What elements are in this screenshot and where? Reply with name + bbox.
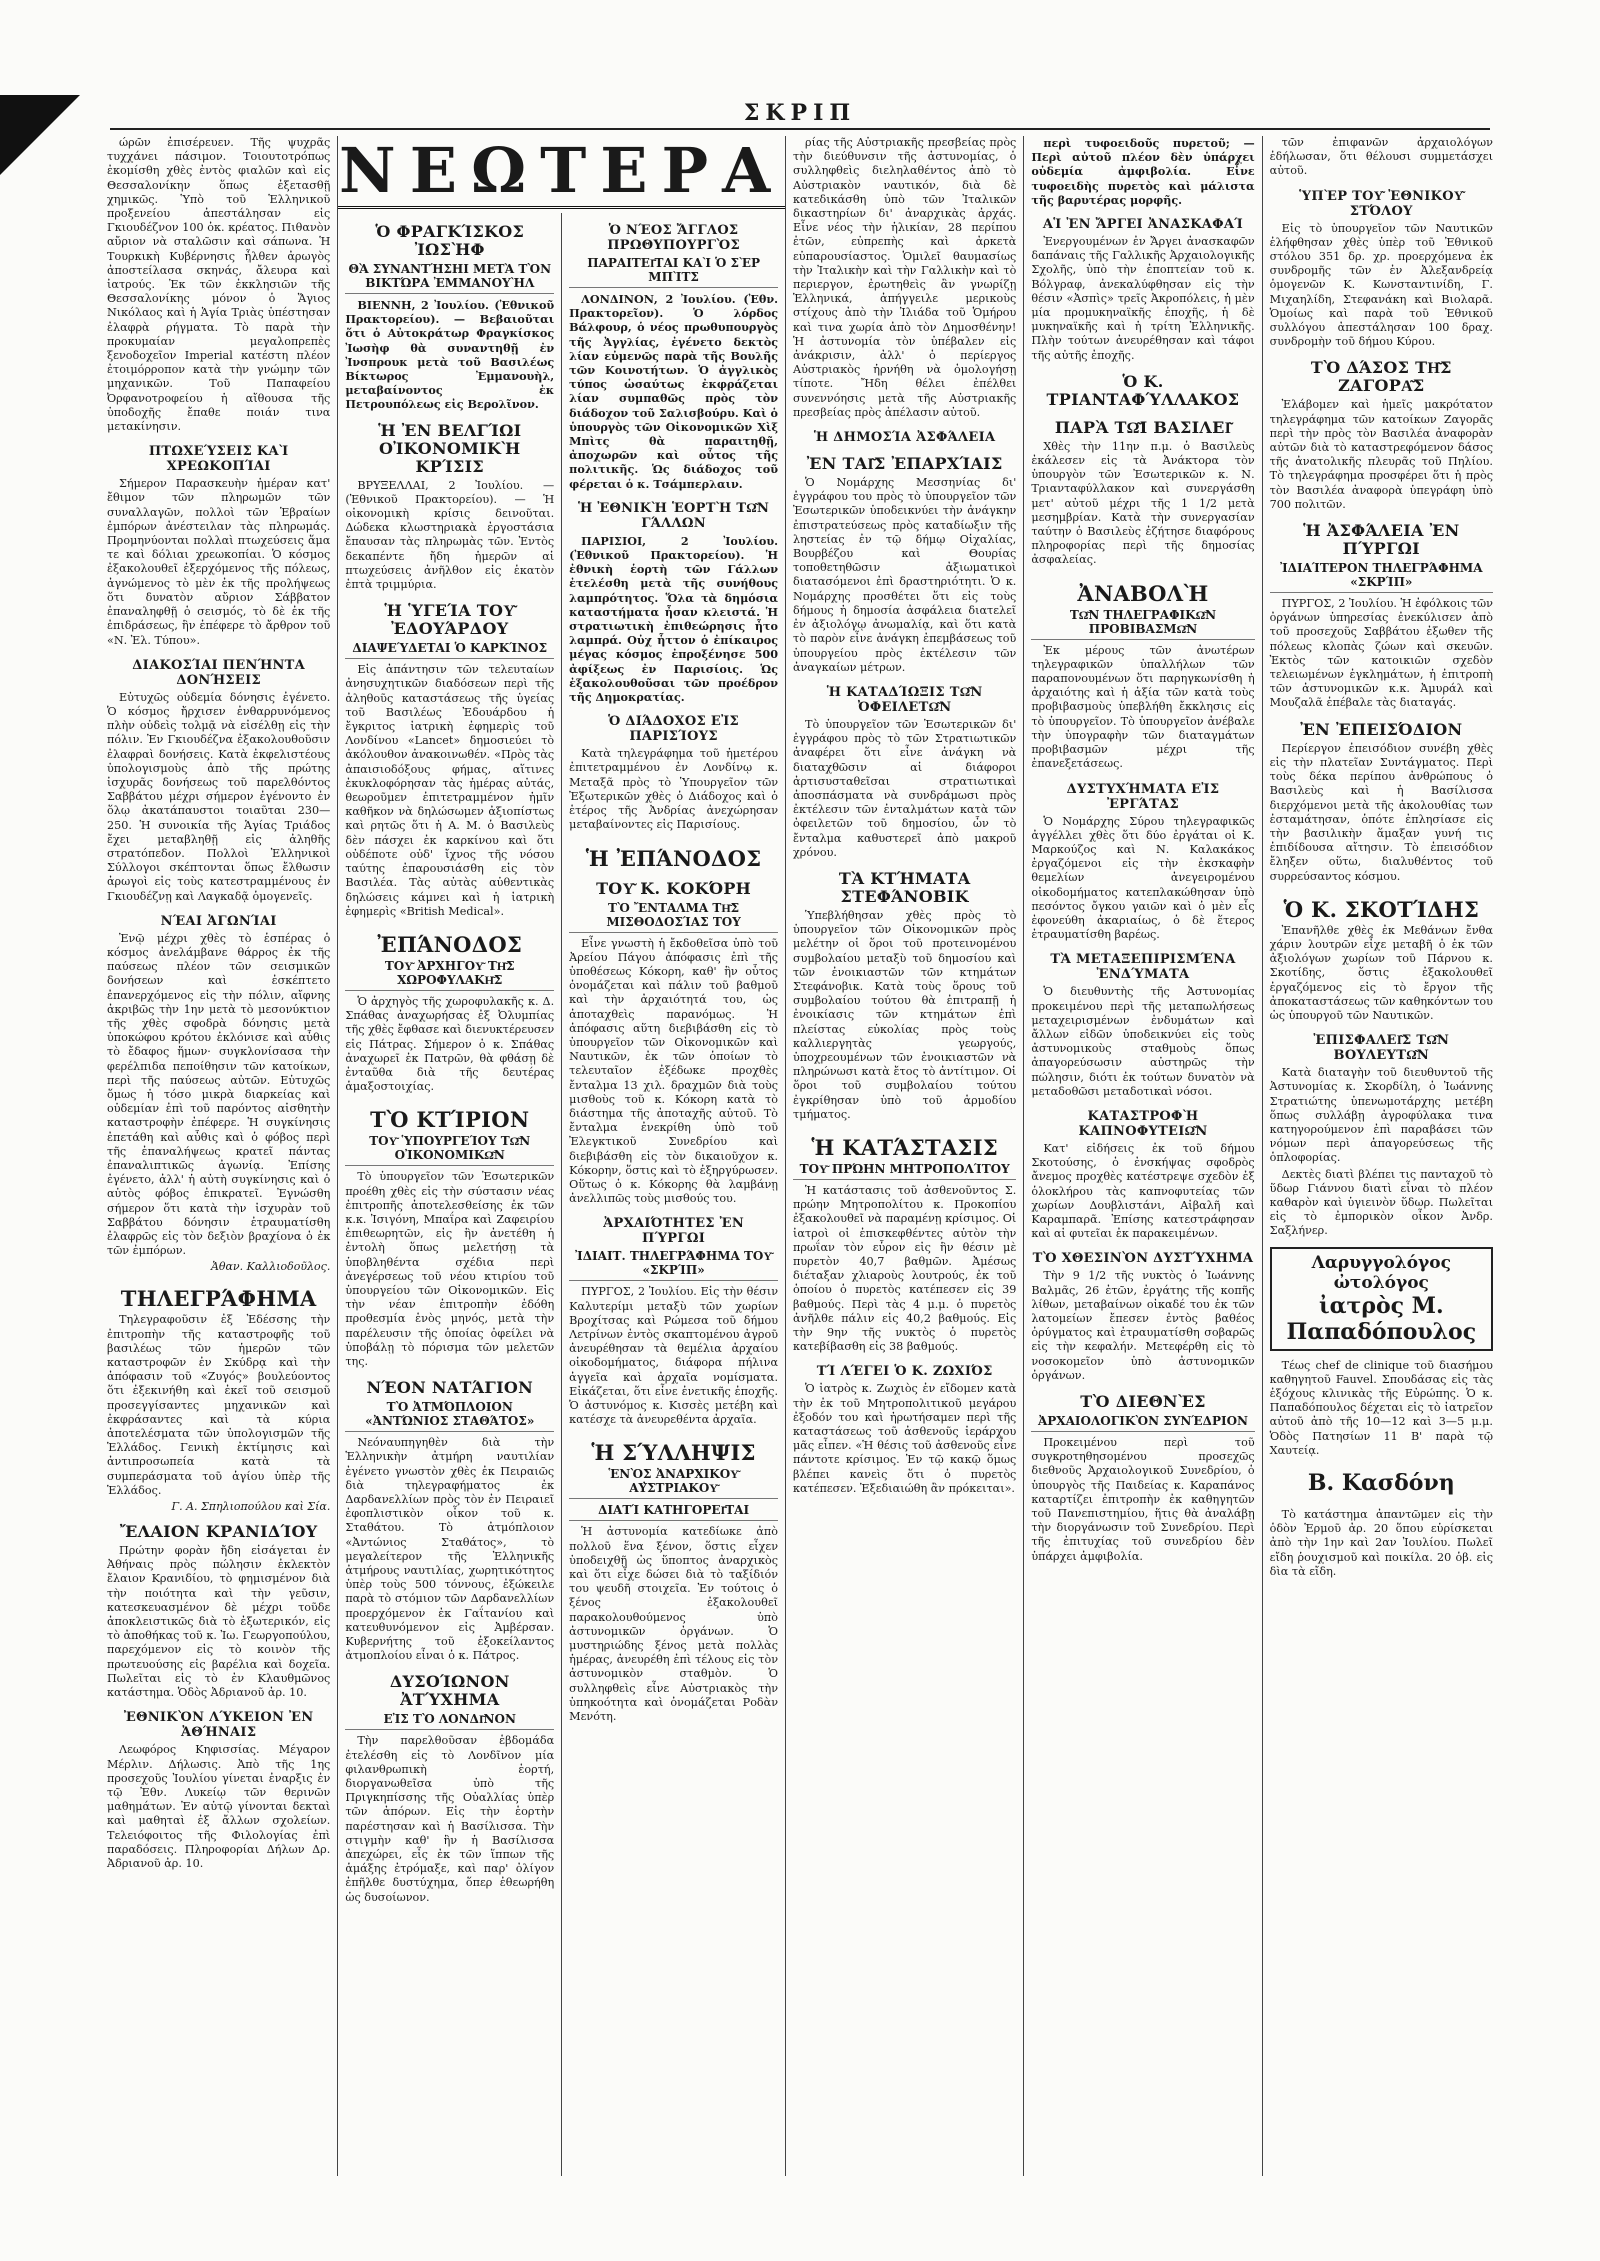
article-title: ΔΙΑΚΟΣΊΑΙ ΠΕΝΉΝΤΑ ΔΟΝΉΣΕΙΣ — [132, 657, 306, 688]
article-title: ἈΝΑΒΟΛῊ — [1077, 580, 1209, 606]
article-title: ΝΈΟΝ ΝΑΤΆΓΙΟΝ — [366, 1378, 534, 1398]
advert-name: ἰατρὸς Μ. Παπαδόπουλος — [1286, 1292, 1477, 1345]
advert-text: Δεκτὲς διατὶ βλέπει τις πανταχοῦ τὸ ὕδωρ Γιάννου διατὶ εἶναι τὸ πλέον καθαρὸν καὶ ὑγιεινὸν ὕδωρ. Πωλεῖται εἰς τὸ ἐμπορικὸν οἶκον Ἀνδρ. Σαξλήνερ. — [1269, 1167, 1493, 1238]
article-subtitle: ΔΙΑΨΕΎΔΕΤΑΙ Ὁ ΚΑΡΚΊΝΟΣ — [345, 641, 554, 659]
article-subtitle: ΤΟΥ͂ ὙΠΟΥΡΓΕΊΟΥ ΤΩ͂Ν ΟἸΚΟΝΟΜΙΚΩ͂Ν — [345, 1134, 554, 1166]
article-text: τῶν ἐπιφανῶν ἀρχαιολόγων ἐδήλωσαν, ὅτι θέλουσι συμμετάσχει αὐτοῦ. — [1269, 136, 1493, 178]
article-text: Ὁ ἰατρὸς κ. Ζωχιὸς ἐν εἴδομεν κατὰ τὴν ἐκ τοῦ Μητροπολιτικοῦ μεγάρου ἐξοδόν του καὶ ἠρωτήσαμεν περὶ τῆς καταστάσεως τοῦ ἀσθενοῦς ἱεράρχου μᾶς εἶπεν. «Ἡ θέσις τοῦ ἀσθενοῦς εἶνε πάντοτε κρίσιμος. Ἐν τῷ κακῷ ὅμως βλέπει κανεὶς ὅτι ὁ πυρετὸς κατέπεσεν. Ἐξεδιαιώθη ἂν πρόκειται». — [793, 1382, 1017, 1495]
header-rule — [110, 128, 1490, 130]
article-text: Ἡ κατάστασις τοῦ ἀσθενοῦντος Σ. πρώην Μητροπολίτου κ. Προκοπίου ἐξακολουθεῖ νὰ παραμένῃ κρίσιμος. Οἱ ἰατροὶ οἱ ἐπισκεφθέντες αὐτὸν τὴν πρωΐαν τὸν εὗρον εἰς ἣν θέσιν μὲ πυρετὸν 40,7 βαθμῶν. Ἀμέσως διέταξαν χλιαροὺς λουτρούς, ἐκ τοῦ ὁποίου ὁ πυρετὸς κατέπεσεν εἰς 39 βαθμούς. Περὶ τὰς 4 μ.μ. ὁ πυρετὸς ἀνῆλθε πάλιν εἰς 40,2 βαθμούς. Εἰς τὴν 9ην τῆς νυκτὸς ὁ πυρετὸς κατεβίβασθη εἰς 38 βαθμούς. — [793, 1183, 1017, 1354]
article-text: Ὁ Νομάρχης Σύρου τηλεγραφικῶς ἀγγέλλει χθὲς ὅτι δύο ἐργάται οἱ Κ. Μαρκούζος καὶ Ν. Καλακάκος ἐργαζόμενοι εἰς τὴν ἐκσκαφὴν θεμελίων ἀνεγειρομένου οἰκοδομήματος κατεπλακώθησαν ὑπὸ πεσόντος ὄγκου γαιῶν καὶ ὁ μὲν εἷς ἐφονεύθη ἀκαριαίως, ὁ δὲ ἕτερος ἐτραυματίσθη βαρέως. — [1031, 814, 1255, 942]
article-text: Ὁ ἀρχηγὸς τῆς χωροφυλακῆς κ. Δ. Σπάθας ἀναχωρήσας ἐξ Ὀλυμπίας τῆς χθὲς ἔφθασε καὶ διενυκτέρευσεν εἰς Πάτρας. Σήμερον ὁ κ. Σπάθας ἀναχωρεῖ ἐκ Πατρῶν, θὰ φθάσῃ δὲ ἐνταῦθα διὰ τῆς δευτέρας ἁμαξοστοιχίας. — [345, 994, 555, 1094]
article-subtitle: ΘᾺ ΣΥΝΑΝΤΉΣΗΙ ΜΕΤᾺ ΤῸΝ ΒΙΚΤΏΡΑ ἘΜΜΑΝΟΥῊΛ — [345, 262, 554, 294]
article-subtitle: ΕἸΣ ΤῸ ΛΟΝΔΙ͂ΝΟΝ — [345, 1712, 554, 1730]
article-title: Ὁ Κ. ΣΚΟΤΊΔΗΣ — [1283, 896, 1480, 922]
advert-name: Β. Κασδόνη — [1307, 1470, 1455, 1496]
article-text: Χθὲς τὴν 11ην π.μ. ὁ Βασιλεὺς ἐκάλεσεν εἰς τὰ Ἀνάκτορα τὸν ὑπουργὸν τῶν Ἐσωτερικῶν κ. Ν. Τριανταφύλλακον καὶ συνεργάσθη μετ' αὐτοῦ μέχρι τῆς 1 1/2 μετὰ μεσημβρίαν. Κατὰ τὴν συνεργασίαν ταύτην ὁ Βασιλεὺς ἐζήτησε διαφόρους πληροφορίας περὶ τῆς δημοσίας ἀσφαλείας. — [1031, 439, 1255, 567]
article-text: Εἰς ἀπάντησιν τῶν τελευταίων ἀνησυχητικῶν διαδόσεων περὶ τῆς ἀληθοῦς καταστάσεως τῆς ὑγείας τοῦ Βασιλέως Ἐδουάρδου ἡ ἔγκριτος ἰατρικὴ ἐφημερὶς τοῦ Λονδίνου «Lancet» δημοσιεύει τὸ ἀκόλουθον ἀνακοινωθέν. «Πρὸς τὰς ἀπαισιοδόξους φήμας, αἵτινες ἐκυκλοφόρησαν τὰς ἡμέρας αὐτάς, θεωροῦμεν ἐπιτετραμμένον ἡμῖν καθῆκον νὰ δηλώσωμεν ἀξιοπίστως καὶ ρητῶς ὅτι ἡ Α. Μ. ὁ Βασιλεὺς δὲν πάσχει ἐκ καρκίνου καὶ ὅτι οὐδέποτε οὐδ' ἴχνος τῆς νόσου ταύτης ἐπαρουσιάσθη εἰς τὸν Βασιλέα. Τὰς αὐτὰς αὐθεντικὰς δηλώσεις κάμνει καὶ ἡ ἰατρικὴ ἐφημερὶς «British Medical». — [345, 663, 555, 918]
article-text: Ἐνῷ μέχρι χθὲς τὸ ἑσπέρας ὁ κόσμος ἀνελάμβανε θάρρος ἐκ τῆς παύσεως πλέον τῶν σεισμικῶν δονήσεων καὶ ἐσκέπτετο ἐπανερχόμενος εἰς τὴν πόλιν, αἴφνης ἀκριβῶς τὴν 1ην μετὰ τὸ μεσονύκτιον τῆς χθὲς σφοδρὰ δόνησις μετὰ ὑποκώφου κρότου ἐκλόνισε καὶ αὖθις τὸ ἔδαφος ἥμων· συγκλονίσασα τὴν φερέλπιδα πεποίθησιν τῶν κατοίκων, περὶ τῆς παύσεως αὐτῶν. Εὐτυχῶς ὅμως ἡ τόσο μικρὰ διαρκείας καὶ οὐδεμίαν ἐπὶ τοῦ παρόντος αἰσθητὴν καταστροφὴν ἐπέφερε. Ἡ συγκίνησις ἐπετάθη καὶ αὖθις καὶ ὁ φόβος περὶ τῆς ἐπαναλήψεως κρατεῖ πάντας ἐπαναλιπτικῶς ἀγωνίᾳ. Ἐπίσης ἐγένετο, ἀλλ' ἡ αὐτὴ συγκίνησις καὶ ὁ αὐτὸς φόβος ἐπικρατεῖ. Ἐγνώσθη σήμερον ὅτι κατὰ τὴν ἰσχυρὰν τοῦ Σαββάτου δόνησιν ἐτραυματίσθη ἐλαφρῶς εἰς τὸν δεξιὸν βραχίονα ὁ ἐκ τῶν ἐμπόρων. — [107, 931, 331, 1258]
column-2 — [338, 213, 562, 2176]
article-title: ἘΝ ἘΠΕΙΣΌΔΙΟΝ — [1300, 719, 1463, 739]
article-title: Ἡ ἈΣΦΆΛΕΙΑ ἘΝ ΠΎΡΓΩΙ — [1303, 521, 1460, 559]
article-text: ΛΟΝΔΙΝΟΝ, 2 Ἰουλίου. (Ἐθν. Πρακτορεῖον). Ὁ λόρδος Βάλφουρ, ὁ νέος πρωθυπουργὸς τῆς Ἀγγλίας, ἐγένετο δεκτὸς λίαν εὐμενῶς παρὰ τῆς Βουλῆς τῶν Κοινοτήτων. Ὁ ἀγγλικὸς τύπος ὡσαύτως ἐκφράζεται λίαν συμπαθῶς πρὸς τὸν διάδοχον τοῦ Σαλισβούρυ. Καὶ ὁ ὑπουργὸς τῶν Οἰκονομικῶν Χὶξ Μπὶτς θὰ παραιτηθῇ, ἀποχωρῶν καὶ οὗτος τῆς πολιτικῆς. Ὡς διάδοχος τοῦ φέρεται ὁ κ. Τσάμπερλαιν. — [569, 292, 779, 491]
article-title: ἜΛΑΙΟΝ ΚΡΑΝΙΔΊΟΥ — [119, 1522, 318, 1542]
article-title: ΤΟΥ͂ Κ. ΚΟΚΌΡΗ — [596, 878, 752, 898]
article-text: Ἐπανῆλθε χθὲς ἐκ Μεθάνων ἔνθα χάριν λουτρῶν εἶχε μεταβῆ ὁ ἐκ τῶν ἀξιολόγων χωρίων τοῦ Πάρνου κ. Σκοτίδης, ὅστις ἐξακολουθεῖ ἐργαζόμενος εἰς τὸ ἔργον τῆς ἀποκαταστάσεως τῶν καθηκόντων του ὡς ὑπουργοῦ τῶν Ναυτικῶν. — [1269, 923, 1493, 1022]
article-title: ἘΝ ΤΑΙ͂Σ ἘΠΑΡΧΊΑΙΣ — [806, 454, 1003, 474]
column-5 — [1024, 136, 1262, 2176]
columns — [100, 136, 1500, 2176]
news-columns — [338, 213, 785, 2176]
article-text: Τηλεγραφοῦσιν ἐξ Ἐδέσσης τὴν ἐπιτροπὴν τῆς καταστροφῆς τοῦ βασιλέως τῶν ἡμερῶν τῶν καταστροφῶν ἐν Σκύδρᾳ καὶ τὴν ἀπόφασιν τοῦ «Ζυγός» βουλεύοντος ὅτι ἐξεκινήθη καὶ ἐκεῖ τοῦ σεισμοῦ προσεγγίσαντες μηχανικῶν καὶ ἐκφράσαντες καὶ τὰ κύρια ἀποτελέσματα τῶν ὑπολογισμῶν τῆς Ἑλλάδος. Γενικὴ ἐκτίμησις καὶ ἀντιπροσωπεία κατὰ τὰ συμπεράσματα τοῦ ἁγίου ὑπὲρ τῆς Ἑλλάδος. — [107, 1313, 331, 1497]
article-title: ΠΤΩΧΕΎΣΕΙΣ ΚΑῚ ΧΡΕΩΚΟΠΊΑΙ — [148, 444, 289, 475]
article-text: Ὁ διευθυντὴς τῆς Ἀστυνομίας προκειμένου περὶ τῆς μεταπωλήσεως μεταχειρισμένων ἐνδυμάτων καὶ ἄλλων εἰδῶν ὑποδεικνύει εἰς τοὺς ἀστυνομικοὺς σταθμοὺς ὅπως ἀπαγορεύσωσιν αὐστηρῶς τὴν πώλησιν, διότι ἐκ τούτων δυνατὸν νὰ μεταδοθῶσι μεταδοτικαὶ νόσοι. — [1031, 985, 1255, 1098]
article-subtitle: ΤΩ͂Ν ΤΗΛΕΓΡΑΦΙΚΩ͂Ν ΠΡΟΒΙΒΑΣΜΩ͂Ν — [1031, 608, 1254, 640]
article-text: Σήμερον Παρασκευὴν ἡμέραν κατ' ἔθιμον τῶν πληρωμῶν τῶν συναλλαγῶν, πολλοὶ τῶν Ἑβραίων ἐμπόρων ἀνέστειλαν τὰς πληρωμάς. Προμηνύονται πολλαὶ πτωχεύσεις ἅμα τε καὶ δόλιαι χρεωκοπίαι. Ὁ κόσμος ἐξακολουθεῖ ἐξερχόμενος τῆς πόλεως, ἀγνώμενος τὸ μὲν ἐκ τῆς προλήψεως ὅτι δυνατὸν αὔριον Σάββατον ἐπαναληφθῇ ὁ σεισμός, τὸ δὲ ἐκ τῆς ἐπιδράσεως, ἣν ἐπέφερε τὸ ἄρθρον τοῦ «Ν. Ἐλ. Τύπου». — [107, 477, 331, 647]
article-title: ΤΊ ΛΈΓΕΙ Ὁ Κ. ΖΩΧΙΌΣ — [816, 1364, 993, 1380]
article-text: Ὑπεβλήθησαν χθὲς πρὸς τὸ ὑπουργεῖον τῶν Οἰκονομικῶν πρὸς μελέτην οἱ ὅροι τοῦ προτεινομένου συμβολαίου μεταξὺ τοῦ δημοσίου καὶ τῶν ἐνοικιαστῶν τῶν κτημάτων Στεφάνοβικ. Κατὰ τοὺς ὅρους τοῦ συμβολαίου τούτου θὰ ἐπιτραπῇ ἡ ἐνοικίασις τῶν κτημάτων ἐπὶ πλείστας εὐκολίας πρὸς τοὺς καλλιεργητὰς γεωργούς, ὑποχρεουμένων τῶν ἐνοικιαστῶν νὰ πληρώνωσι κατὰ ἔτος τὸ ἀντίτιμον. Οἱ ὅροι τοῦ συμβολαίου τούτου ἐγκρίθησαν ὑπὸ τοῦ ἁρμοδίου τμήματος. — [793, 908, 1017, 1121]
article-text: ΠΑΡΙΣΙΟΙ, 2 Ἰουλίου. (Ἐθνικοῦ Πρακτορείου). Ἡ ἐθνικὴ ἑορτὴ τῶν Γάλλων ἐτελέσθη μετὰ τῆς συνήθους λαμπρότητος. Ὅλα τὰ δημόσια καταστήματα ἦσαν κλειστά. Ἡ στρατιωτικὴ ἐπιθεώρησις ἦτο λαμπρά. Οὐχ ἧττον ὁ ἐπίκαιρος μέγας κόσμος ἐπροξένησε 500 ἀφίξεως ἐν Παρισίοις. Ὡς ἐξακολουθοῦσαι τῶν προέδρον τῆς Δημοκρατίας. — [569, 533, 779, 705]
article-text: Ἐνεργουμένων ἐν Ἄργει ἀνασκαφῶν δαπάναις τῆς Γαλλικῆς Ἀρχαιολογικῆς Σχολῆς, ὑπὸ τὴν ἐποπτείαν τοῦ κ. Βόλγραφ, ἀνεκαλύφθησαν εἰς τὴν θέσιν «Ἀσπὶς» τρεῖς Ἀκροπόλεις, ἡ μὲν μία προμυκηναϊκῆς ἐποχῆς, ἡ δὲ μυκηναϊκῆς καὶ ἡ τρίτη Ἑλληνικῆς. Πλὴν τούτων ἀνευρέθησαν καὶ τάφοι τῆς αὐτῆς ἐποχῆς. — [1031, 235, 1255, 362]
article-title: ΚΑΤΑΣΤΡΟΦῊ ΚΑΠΝΟΦΥΤΕΙΩ͂Ν — [1078, 1108, 1208, 1139]
article-title: ΤῸ ΧΘΕΣΙΝῸΝ ΔΥΣΤΎΧΗΜΑ — [1032, 1251, 1254, 1267]
article-title: Ὁ ΝΈΟΣ ἌΓΓΛΟΣ ΠΡΩΘΥΠΟΥΡΓῸΣ — [607, 223, 740, 253]
article-title: Ἡ ΚΑΤΆΣΤΑΣΙΣ — [811, 1134, 998, 1160]
page-header — [0, 100, 1600, 126]
article-subtitle: ΠΑΡΑΙΤΕΙ͂ΤΑΙ ΚΑῚ Ὁ ΣῈΡ ΜΠῚΤΣ — [569, 256, 778, 288]
article-title: Ἡ ἘΘΝΙΚῊ ἙΟΡΤῊ ΤΩ͂Ν ΓΆΛΛΩΝ — [577, 500, 770, 531]
advert-text: Τέως chef de clinique τοῦ διασήμου καθηγητοῦ Fauvel. Σπουδάσας εἰς τὰς ἐξόχους κλινικὰς τῆς Εὐρώπης. Ὁ κ. Παπαδόπουλος δέχεται εἰς τὸ ἰατρεῖον αὐτοῦ ἀπὸ τῆς 10—12 καὶ 3—5 μ.μ. Ὁδὸς Πατησίων 11 Β' παρὰ τῷ Χαυτείᾳ. — [1269, 1358, 1493, 1457]
article-text: Κατὰ διαταγὴν τοῦ διευθυντοῦ τῆς Ἀστυνομίας κ. Σκορδίλη, ὁ Ἰωάννης Στρατιώτης ὑπενωμοτάρχης μετέβη ὅπως συλλάβῃ ἀγροφύλακα τινα κατηγορούμενον ἐπὶ παραβάσει τῶν νόμων περὶ ἀπαγορεύσεως τῆς ὁπλοφορίας. — [1269, 1066, 1493, 1165]
article-text: Πρώτην φορὰν ἤδη εἰσάγεται ἐν Ἀθήναις πρὸς πώλησιν ἐκλεκτὸν ἔλαιον Κρανιδίου, τὸ φημισμένον διὰ τὴν ποιότητα καὶ τὴν γεῦσιν, κατεσκευασμένον δὲ μέχρι τοῦδε ἀποκλειστικῶς διὰ τὸ ἐξωτερικόν, εἰς τὸ ἀποθήκας τοῦ κ. Ἰω. Γεωργοπούλου, παρεχόμενον εἰς τὸ κοινὸν τῆς πρωτευούσης εἰς βαρέλια καὶ δοχεῖα. Πωλεῖται εἰς τὸ ἐν Κλαυθμῶνος κατάστημα. Ὁδὸς Ἀδριανοῦ ἀρ. 10. — [107, 1544, 331, 1700]
article-title: Ἡ ἘΠΆΝΟΔΟΣ — [585, 845, 762, 871]
article-subtitle: ΤΟΥ͂ ἈΡΧΗΓΟΥ͂ ΤΗ͂Σ ΧΩΡΟΦΥΛΑΚΗ͂Σ — [345, 959, 554, 991]
article-text: ρίας τῆς Αὐστριακῆς πρεσβείας πρὸς τὴν διεύθυνσιν τῆς ἀστυνομίας, ὁ συλληφθεὶς διεληλαθέντος ἀπὸ τὸ Αὐστριακὸν ναυτικόν, διὰ δὲ κατεδικάσθη ὑπὸ τῶν Ἰταλικῶν δικαστηρίων δι' ἀναρχικὰς ἀρχάς. Εἶνε νέος τὴν ἡλικίαν, 28 περίπου ἐτῶν, εὐπρεπὴς καὶ ἀρκετὰ εὐπαρουσίαστος. Ὁμιλεῖ θαυμασίως τὴν Ἰταλικὴν καὶ τὴν Γαλλικὴν καὶ τὸ περιεργον, ἐρωτηθεὶς ἂν γνωρίζῃ Ἑλληνικά, ἀπήγγειλε μερικοὺς στίχους ἀπὸ τὴν Ἰλιάδα τοῦ Ὁμήρου καὶ τινα χωρία ἀπὸ τὸν Δημοσθένην! Ἡ ἀστυνομία τὸν ὑπέβαλεν εἰς ἀνάκρισιν, ἀλλ' ὁ περίεργος Αὐστριακὸς ἠρνήθη νὰ ὁμολογήσῃ τίποτε. Ἤδη θέλει ἐπέλθει συνεννόησις μετὰ τῆς Αὐστριακῆς πρεσβείας πρὸς ἀπέλασιν αὐτοῦ. — [793, 136, 1017, 419]
article-subtitle: ΤῸ ἜΝΤΑΛΜΑ ΤΗ͂Σ ΜΙΣΘΟΔΟΣΊΑΣ ΤΟΥ — [569, 901, 778, 933]
article-subtitle: ἸΔΙΑΙΤ. ΤΗΛΕΓΡΆΦΗΜΑ ΤΟΥ͂ «ΣΚΡΊΠ» — [569, 1249, 778, 1281]
article-title: ΑἹ ἘΝ ἌΡΓΕΙ ἈΝΑΣΚΑΦΑΊ — [1042, 217, 1244, 233]
article-text: ΠΥΡΓΟΣ, 2 Ἰουλίου. Ἡ ἐφόλκοις τῶν ὀργάνων ὑπηρεσίας ἐνεκύλισεν ἀπὸ τοῦ προσεχοῦς Σαββάτου ἐξωθεν τῆς πόλεως κλοπὰς ζώων καὶ σκευῶν. Ἐκτὸς τῶν κατοικιῶν σχεδὸν τελειωμένων ἐγκλημάτων, ἡ ἐπιτροπὴ τῶν ἀστυνομικῶν κ.κ. Ἀμυράλ καὶ Μουζαλᾶ ἐπέβαλε τὰς διαταγάς. — [1269, 597, 1493, 710]
article-title: ΔΥΣΤΥΧΉΜΑΤΑ ΕἸΣ ἘΡΓΆΤΑΣ — [1066, 781, 1220, 812]
article-text: Ὁ Νομάρχης Μεσσηνίας δι' ἐγγράφου του πρὸς τὸ ὑπουργεῖον τῶν Ἐσωτερικῶν ὑποδεικνύει τὴν ἀνάγκην ἐπιστρατεύσεως πρὸς καταδίωξιν τῆς ληστείας ἐν τῷ δήμῳ Οἰχαλίας, Βουρβέζου καὶ Θουρίας τοποθετηθῶσιν ἀξιωματικοὶ διατασόμενοι ἐπὶ δραστηριότητι. Ὁ κ. Νομάρχης προσθέτει ὅτι εἰς τοὺς δήμους ἡ δημοσία ἀσφάλεια διατελεῖ ἐν ἀξιολόγῳ ἀνωμαλίᾳ, καὶ ὅτι κατὰ τὸ παρὸν εἶνε ἀνάγκη ἐπεμβάσεως τοῦ ὑπουργείου πρὸς ἐκτέλεσιν τῶν ἀναγκαίων μέτρων. — [793, 476, 1017, 674]
article-title: ΤῸ ΔΆΣΟΣ ΤΗ͂Σ ΖΑΓΟΡΑ͂Σ — [1310, 358, 1452, 396]
article-text: Προκειμένου περὶ τοῦ συγκροτηθησομένου προσεχῶς διεθνοῦς Ἀρχαιολογικοῦ Συνεδρίου, ὁ ὑπουργὸς τῆς Παιδείας κ. Καραπάνος καταρτίζει ἐπιτροπὴν ἐκ καθηγητῶν τοῦ Πανεπιστημίου, ἥτις θὰ ἀναλάβῃ τὴν διοργάνωσιν τοῦ Συνεδρίου. Περὶ τῆς ἐπιτυχίας τοῦ συνεδρίου δὲν ὑπάρχει ἀμφιβολία. — [1031, 1436, 1255, 1563]
article-title: Ὁ ΦΡΑΓΚΊΣΚΟΣ ἸΩΣῊΦ — [375, 222, 525, 259]
article-text: Εἰς τὸ ὑπουργεῖον τῶν Ναυτικῶν ἐλήφθησαν χθὲς ὑπὲρ τοῦ Ἐθνικοῦ στόλου 351 δρ. χρ. προερχόμενα ἐκ συνδρομῆς τῶν ἐν Ἀλεξανδρείᾳ ὁμογενῶν Κ. Κωνσταντινίδη, Γ. Μιχαηλίδη, Στεφανάκη καὶ Βιολαρᾶ. Ὁμοίως καὶ παρὰ τοῦ Ἐθνικοῦ συλλόγου ἀπεστάλησαν 100 δραχ. συνδρομὴν τοῦ δήμου Κύρου. — [1269, 221, 1493, 349]
article-text: ΒΡΥΞΕΛΛΑΙ, 2 Ἰουλίου. — (Ἐθνικοῦ Πρακτορείου). — Ἡ οἰκονομικὴ κρίσις δεινοῦται. Δώδεκα κλωστηριακὰ ἐργοστάσια ἔπαυσαν τὰς πληρωμὰς τῶν. Ἐντὸς δεκαπέντε ἤδη ἡμερῶν αἱ πτωχεύσεις ἀνῆλθον εἰς ἑκατὸν ἑπτὰ τριμμύρια. — [345, 478, 555, 592]
article-text: Περίεργον ἐπεισόδιον συνέβη χθὲς εἰς τὴν πλατεῖαν Συντάγματος. Περὶ τοὺς δέκα περίπου ἀνθρώπους ὁ Βασιλεὺς καὶ ἡ Βασίλισσα διερχόμενοι μετὰ τῆς ἀκολουθίας των ἐσταμάτησαν, ὁπότε ἐπλησίασε εἰς τὴν βασιλικὴν ἅμαξαν γυνή τις ἐπιδίδουσα αἴτησιν. Τὸ ἐπεισόδιον ἔληξεν οὕτω, διαλυθέντος τοῦ συρρεύσαντος κόσμου. — [1269, 741, 1493, 883]
article-text: Εἶνε γνωστὴ ἡ ἔκδοθεῖσα ὑπὸ τοῦ Ἀρείου Πάγου ἀπόφασις ἐπὶ τῆς ὑποθέσεως Κόκορη, καθ' ἣν οὗτος ὀνομάζεται καὶ πάλιν τοῦ βαθμοῦ καὶ τὴν ἀρχαιότητά του, ὡς ἀποταχθεὶς παρανόμως. Ἡ ἀπόφασις αὕτη διεβιβάσθη εἰς τὸ ὑπουργεῖον τῶν Οἰκονομικῶν καὶ Ναυτικῶν, ἐκ τῶν ὁποίων τὸ τελευταῖον ἐξέδωκε προχθὲς ἔνταλμα 13 χιλ. δραχμῶν διὰ τοὺς μισθοὺς τοῦ κ. Κόκορη κατὰ τὸ διάστημα τῆς ἀποταχῆς αὐτοῦ. Τὸ ἔνταλμα ἐνεκρίθη ὑπὸ τοῦ Ἐλεγκτικοῦ Συνεδρίου καὶ διεβιβάσθη εἰς τὸν δικαιοῦχον κ. Κόκορην, ὅστις καὶ τὸ ἐξηργύρωσεν. Οὕτως ὁ κ. Κόκορης θὰ λαμβάνῃ ἀνελλιπῶς τοὺς μισθούς του. — [569, 936, 779, 1206]
article-title: ΤΗΛΕΓΡΆΦΗΜΑ — [120, 1286, 317, 1312]
article-title: Ἡ ὙΓΕΊΑ ΤΟΥ͂ ἘΔΟΥΆΡΔΟΥ — [384, 601, 516, 639]
article-title: ἘΘΝΙΚῸΝ ΛΎΚΕΙΟΝ ἘΝ ἈΘΉΝΑΙΣ — [123, 1710, 314, 1741]
article-text: περὶ τυφοειδοῦς πυρετοῦ; —Περὶ αὐτοῦ πλέον δὲν ὑπάρχει οὐδεμία ἀμφιβολία. Εἶνε τυφοειδὴς πυρετὸς καὶ μάλιστα τῆς βαρυτέρας μορφῆς. — [1031, 136, 1255, 207]
article-text: ΠΥΡΓΟΣ, 2 Ἰουλίου. Εἰς τὴν θέσιν Καλυτερίμι μεταξὺ τῶν χωρίων Βροχίτσας καὶ Ρώμεσα τοῦ δήμου Λετρίνων ἐντὸς σκαπτομένου ἀγροῦ ἀνευρέθησαν τὰ θεμέλια ἀρχαίου οἰκοδομήματος, διάφορα πήλινα ἀγγεῖα καὶ ἀρχαῖα νομίσματα. Εἰκάζεται, ὅτι εἶνε ἐνετικῆς ἐποχῆς. Ὁ ἀστυνόμος κ. Κισσὲς μετέβη καὶ κατέσχε τὰ ἀνευρεθέντα ἀρχαῖα. — [569, 1285, 779, 1427]
article-title: ἈΡΧΑΙΌΤΗΤΕΣ ἘΝ ΠΎΡΓΩΙ — [603, 1216, 745, 1247]
article-subtitle: ἙΝῸΣ ἈΝΑΡΧΙΚΟΥ͂ ΑΥ̓ΣΤΡΙΑΚΟΥ͂ — [569, 1467, 778, 1499]
article-title: ἘΠΙΣΦΑΛΕΙ͂Σ ΤΩ͂Ν ΒΟΥΛΕΥΤΩ͂Ν — [1313, 1033, 1450, 1064]
advert-title: Λαρυγγολόγος ὠτολόγος — [1311, 1252, 1451, 1293]
article-text: Ἡ ἀστυνομία κατεδίωκε ἀπὸ πολλοῦ ἕνα ξένον, ὅστις εἶχεν ὑποδειχθῇ ὡς ὕποπτος ἀναρχικὸς καὶ ὅτι εἶχε δώσει διὰ τὸ ταξίδιόν του ψευδῆ στοιχεῖα. Ἐν τούτοις ὁ ξένος ἐξακολουθεῖ παρακολουθούμενος ὑπὸ ἀστυνομικῶν ὀργάνων. Ὁ μυστηριώδης ξένος μετὰ πολλὰς ἡμέρας, ἀνευρέθη ἐπὶ τέλους εἰς τὸν ἀστυνομικὸν σταθμὸν. Ὁ συλληφθεὶς εἶνε Αὐστριακὸς τὴν ὑπηκοότητα καὶ ὀνομάζεται Ροδὰν Μενότη. — [569, 1525, 779, 1724]
article-text: Τὴν 9 1/2 τῆς νυκτὸς ὁ Ἰωάννης Βαλμᾶς, 26 ἐτῶν, ἐργάτης τῆς κοπῆς λίθων, μεταβαίνων οἰκαδέ του ἐκ τῶν λατομείων ἔπεσεν ἐντὸς βαθέος ὀρύγματος καὶ ἐτραυματίσθη σοβαρῶς εἰς τὴν κεφαλήν. Μετεφέρθη εἰς τὸ νοσοκομεῖον ὑπὸ ἀστυνομικῶν ὀργάνων. — [1031, 1269, 1255, 1382]
article-text: Κατ' εἰδήσεις ἐκ τοῦ δήμου Σκοτούσης, ὁ ἐνσκήψας σφοδρὸς ἄνεμος προχθὲς κατέστρεψε σχεδὸν ἐξ ὁλοκλήρου τὰς καπνοφυτείας τῶν χωρίων Δουβλιστάνι, Αἰβαλῆ καὶ Καραμπαρᾶ. Ἐπίσης κατεστράφησαν καὶ αἱ φυτεῖαι ἐκ παρακειμένων. — [1031, 1141, 1255, 1241]
signature: Ἀθαν. Καλλιοδοῦλος. — [210, 1260, 331, 1274]
article-text: ώρῶν ἐπισέρευεν. Τῆς ψυχρᾶς τυχχάνει πάσιμον. Τοιουτοτρόπως ἐκομίσθη χθὲς ἐντὸς φιαλῶν καὶ εἰς Θεσσαλονίκην ὅπως ἐξετασθῇ χημικῶς. Ὑπὸ τοῦ Ἑλληνικοῦ προξενείου ἀπεστάλησαν εἰς Γκιουδέζνον 100 ὀκ. κρέατος. Πιθανὸν αὔριον νὰ σταλῶσιν καὶ σάπωνα. Ἡ Τουρκικὴ Κυβέρνησις ἦλθεν ἀρωγὸς ἀποστείλασα σκηνάς, ἄλευρα καὶ ἰατρούς. Ἐκ τῶν ἐκκλησιῶν τῆς Θεσσαλονίκης μόνον ὁ Ἅγιος Νικόλαος καὶ ἡ Ἁγία Τριὰς ὑπέστησαν ἐλαφρὰ ρήγματα. Τὸ παρὰ τὴν προκυμαίαν μεγαλοπρεπὲς ξενοδοχεῖον Imperial κατέστη πλέον ἐτοιμόρροπον κατὰ τὴν γνώμην τῶν μηχανικῶν. Τοῦ Παπαφείου Ὀρφανοτροφείου ἡ αἴθουσα τῆς ὑποδοχῆς ἔπαθε ποιάν τινα μετακίνησιν. — [107, 136, 331, 434]
article-title: ΤῸ ΚΤΊΡΙΟΝ — [370, 1107, 530, 1133]
article-title: ΠΑΡᾺ ΤΩ͂Ι ΒΑΣΙΛΕΙ͂ — [1054, 417, 1232, 437]
article-title: ΤᾺ ΚΤΉΜΑΤΑ ΣΤΕΦΆΝΟΒΙΚ — [838, 868, 971, 906]
article-title: Ὁ Κ. ΤΡΙΑΝΤΑΦΎΛΛΑΚΟΣ — [1046, 371, 1240, 409]
article-subtitle: ἈΡΧΑΙΟΛΟΓΙΚῸΝ ΣΥΝΈΔΡΙΟΝ — [1031, 1414, 1254, 1432]
article-title: ΤᾺ ΜΕΤΑΞΕΠΙΡΙΣΜΈΝΑ ἘΝΔΎΜΑΤΑ — [1050, 952, 1236, 983]
article-title: Ἡ ΔΗΜΟΣΊΑ ἈΣΦΆΛΕΙΑ — [813, 430, 996, 446]
signature: Γ. Α. Σπηλιοπούλου καὶ Σία. — [171, 1500, 331, 1514]
article-title: ΝΈΑΙ ἈΓΩΝΊΑΙ — [160, 913, 277, 929]
article-subtitle: ΔΙΑΤΊ ΚΑΤΗΓΟΡΕΙ͂ΤΑΙ — [569, 1503, 778, 1521]
advertisement-shop — [1270, 1466, 1493, 1500]
article-text: Νεόναυπηγηθὲν διὰ τὴν Ἑλληνικὴν ἀτμήρη ναυτιλίαν ἐγένετο γνωστὸν χθὲς ἐκ Πειραιῶς διὰ τηλεγραφήματος ἐκ Δαρδανελλίων πρὸς τὸν ἐν Πειραιεῖ ἐφοπλιστικὸν οἶκον τοῦ κ. Σταθάτου. Τὸ ἀτμόπλοιον «Ἀντώνιος Σταθάτος», τὸ μεγαλείτερον τῆς Ἑλληνικῆς ἀτμήρους ναυτιλίας, χωρητικότητος ὑπὲρ τοὺς 500 τόννους, ἐξώκειλε παρὰ τὸ στόμιον τῶν Δαρδανελλίων προερχόμενον ἐκ Γαΐτανίου καὶ κατευθυνόμενον εἰς Ἀμβέρσαν. Κυβερνήτης τοῦ ἐξοκείλαντος ἀτμοπλοίου εἶναι ὁ κ. Πάτρος. — [345, 1436, 555, 1663]
article-title: ΤῸ ΔΙΕΘΝῈΣ — [1080, 1392, 1206, 1411]
newspaper-name: ΣΚΡΙΠ — [743, 100, 857, 126]
article-text: Ἐλάβομεν καὶ ἡμεῖς μακρότατον τηλεγράφημα τῶν κατοίκων Ζαγορᾶς περὶ τὴν πρὸς τὸν Βασιλέα ἀναφορὰν αὐτῶν διὰ τὸ καταστρεφόμενον δάσος τῆς ἀνατολικῆς πλευρᾶς τοῦ Πηλίου. Τὸ τηλεγράφημα προσφέρει ὅτι ἡ πρὸς τὸν Βασιλέα ἀναφορὰ ὑπεγράφη ὑπὸ 700 πολιτῶν. — [1269, 398, 1493, 511]
advertisement-doctor — [1270, 1247, 1493, 1351]
masthead-wrap — [338, 136, 785, 213]
article-title: Ἡ ἘΝ ΒΕΛΓΊΩΙ ΟἸΚΟΝΟΜΙΚῊ ΚΡΊΣΙΣ — [378, 420, 522, 476]
column-3 — [562, 213, 785, 2176]
article-subtitle: ἸΔΙΑΊΤΕΡΟΝ ΤΗΛΕΓΡΆΦΗΜΑ «ΣΚΡΊΠ» — [1270, 561, 1493, 593]
article-text: ΒΙΕΝΝΗ, 2 Ἰουλίου. (Ἐθνικοῦ Πρακτορείου). — Βεβαιοῦται ὅτι ὁ Αὐτοκράτωρ Φραγκίσκος Ἰωσὴφ θὰ συναντηθῇ ἐν Ἰνσπρουκ μετὰ τοῦ Βασιλέως Βίκτωρος Ἐμμανουὴλ, μεταβαίνοντος ἐκ Πετρουπόλεως εἰς Βερολῖνον. — [345, 298, 555, 412]
article-text: Τὴν παρελθοῦσαν ἑβδομάδα ἐτελέσθη εἰς τὸ Λονδῖνον μία φιλανθρωπικὴ ἑορτή, διοργανωθεῖσα ὑπὸ τῆς Πριγκηπίσσης τῆς Οὐαλλίας ὑπὲρ τῶν ἀπόρων. Εἰς τὴν ἑορτὴν παρέστησαν καὶ ἡ Βασίλισσα. Τὴν στιγμὴν καθ' ἣν ἡ Βασίλισσα ἀπεχώρει, εἷς ἐκ τῶν ἵππων τῆς ἁμάξης ἐτρόμαξε, καὶ παρ' ὀλίγον ἐπῆλθε δυστύχημα, ὅπερ ἐθεωρήθη ὡς δυσοίωνον. — [345, 1734, 555, 1904]
article-title: ἘΠΆΝΟΔΟΣ — [377, 931, 523, 957]
article-text: Λεωφόρος Κηφισσίας. Μέγαρον Μέρλιν. Δήλωσις. Ἀπὸ τῆς 1ης προσεχοῦς Ἰουλίου γίνεται ἐναρξις ἐν τῷ Ἐθν. Λυκείῳ τῶν θερινῶν μαθημάτων. Ἐν αὐτῷ γίνονται δεκταὶ καὶ μαθηταὶ ἐξ ἄλλων σχολείων. Τελειόφοιτος τῆς Φιλολογίας ἐπὶ παραδόσεις. Πληροφορίαι Δήλων Δρ. Ἀδριανοῦ ἀρ. 10. — [107, 1743, 331, 1870]
article-subtitle: ΤΟΥ͂ ΠΡΏΗΝ ΜΗΤΡΟΠΟΛΊΤΟΥ — [793, 1162, 1016, 1180]
advert-text: Τὸ κατάστημα ἀπαντῶμεν εἰς τὴν ὁδὸν Ἑρμοῦ ἀρ. 20 ὅπου εὑρίσκεται ἀπὸ τὴν 1ην καὶ 2αν Ἰουλίου. Πωλεῖ εἴδη ῥουχισμοῦ καὶ ποικίλα. 20 ὁβ. εἰς δὶα τὰ εἴδη. — [1269, 1508, 1493, 1578]
article-title: ὙΠῈΡ ΤΟΥ͂ ἘΘΝΙΚΟΥ͂ ΣΤΌΛΟΥ — [1299, 188, 1464, 219]
news-block — [338, 136, 786, 2176]
article-title: ΔΥΣΟΊΩΝΟΝ ἈΤΎΧΗΜΑ — [389, 1672, 510, 1710]
column-6 — [1263, 136, 1500, 2176]
article-text: Τὸ ὑπουργεῖον τῶν Ἐσωτερικῶν προέθη χθὲς εἰς τὴν σύστασιν νέας ἐπιτροπῆς ἀποτελεσθείσης ἐκ τῶν κ.κ. Ἰσιγόνη, Μπαΐρα καὶ Ζαφειρίου ἐπιθεωρητῶν, εἰς ἣν ἀνετέθη ἡ ἐντολὴ ὅπως μελετήσῃ τὰ ὑποβληθέντα σχέδια περὶ ἀνεγέρσεως τοῦ νέου κτιρίου τοῦ ὑπουργείου τῶν Οἰκονομικῶν. Εἰς τὴν νέαν ἐπιτροπὴν ἐδόθη προθεσμία ἑνὸς μηνός, μετὰ τὴν παρέλευσιν τῆς ὁποίας ὀφείλει νὰ ὑποβάλῃ τὸ πόρισμα τῶν μελετῶν της. — [345, 1170, 555, 1368]
masthead: ΝΕΩΤΕΡΑ — [339, 136, 785, 207]
column-1 — [100, 136, 338, 2176]
article-title: Ἡ ΚΑΤΑΔΊΩΞΙΣ ΤΩ͂Ν ὈΦΕΙΛΕΤΩ͂Ν — [826, 684, 983, 715]
article-title: Ἡ ΣΎΛΛΗΨΙΣ — [591, 1440, 756, 1466]
column-4 — [786, 136, 1024, 2176]
article-text: Κατὰ τηλεγράφημα τοῦ ἡμετέρου ἐπιτετραμμένου ἐν Λονδίνῳ κ. Μεταξᾶ πρὸς τὸ Ὑπουργεῖον τῶν Ἐξωτερικῶν χθὲς ὁ Διάδοχος καὶ ὁ ἑτέρος τῆς Ἀνδρίας ἀνεχώρησαν μεταβαίνοντες εἰς Παρισίους. — [569, 747, 779, 832]
article-title: Ὁ ΔΙΆΔΟΧΟΣ ΕἸΣ ΠΑΡΙΣΊΟΥΣ — [608, 714, 740, 745]
article-text: Τὸ ὑπουργεῖον τῶν Ἐσωτερικῶν δι' ἐγγράφου πρὸς τὸ τῶν Στρατιωτικῶν ἀναφέρει ὅτι εἶνε ἀνάγκη νὰ διαταχθῶσιν αἱ διάφοροι ἀρτισυσταθεῖσαι στρατιωτικαὶ ἀποσπάσματα νὰ συνδράμωσι πρὸς ἐκτέλεσιν τῶν ἐνταλμάτων κατὰ τῶν ὀφειλετῶν τοῦ δημοσίου, ὧν τὸ ἔνταλμα καθυστερεῖ ἀπὸ μακροῦ χρόνου. — [793, 717, 1017, 859]
article-text: Εὐτυχῶς οὐδεμία δόνησις ἐγένετο. Ὁ κόσμος ἤρχισεν ἐνθαρρυνόμενος πλὴν οὐδεὶς τολμᾷ νὰ εἰσέλθῃ εἰς τὴν πόλιν. Ἐν Γκιουδέζνα ἐξακολουθοῦσιν ἐλαφραὶ δονήσεις. Κατὰ ἐκφελιστέους ὑπολογισμοὺς ἀπὸ τῆς πρώτης ἰσχυρᾶς δονήσεως τοῦ παρελθόντος Σαββάτου μέχρι σήμερον ἐγένοντο ἐν ὅλῳ ἀκατάπαυστοι τοιαῦται 230—250. Ἡ συνοικία τῆς Ἁγίας Τριάδος ἔχει μεταβληθῇ εἰς ἀληθῆς στρατόπεδον. Πολλοὶ Ἑλληνικοὶ Σύλλογοι σκέπτονται ὅπως ἔλθωσιν ἀρωγοὶ εἰς τοὺς κατεστραμμένους ἐν Γκιουδέζνῃ καὶ Λαγκαδᾷ ὁμογενεῖς. — [107, 690, 331, 903]
article-subtitle: ΤῸ ἈΤΜΌΠΛΟΙΟΝ «ἈΝΤΏΝΙΟΣ ΣΤΑΘΆΤΟΣ» — [345, 1400, 554, 1432]
article-text: Ἐκ μέρους τῶν ἀνωτέρων τηλεγραφικῶν ὑπαλλήλων τῶν παραπονουμένων ὅτι παρηγκωνίσθη ἡ ἀρχαιότης καὶ ἡ ἀξία τῶν κατὰ τοὺς προβιβασμοὺς ὑπεβλήθη ἔκκλησις εἰς τὸ ὑπουργεῖον. Τὸ ὑπουργεῖον ἀνέβαλε τὴν ὑπογραφὴν τῶν διαταγμάτων προβιβασμῶν μέχρι τῆς ἐπανεξετάσεως. — [1031, 643, 1255, 771]
